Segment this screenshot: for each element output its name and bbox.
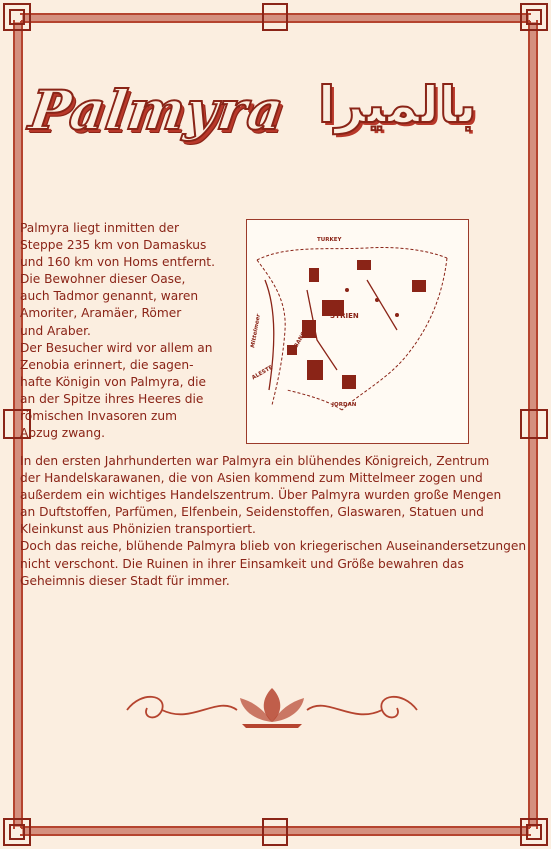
text-line: hafte Königin von Palmyra, die — [20, 374, 206, 389]
map-label-mittelmeer: Mittelmeer — [250, 313, 262, 349]
text-line: Doch das reiche, blühende Palmyra blieb von kriegerischen Auseinandersetzungen — [20, 539, 527, 554]
page-title-arabic: بالميرا — [318, 76, 477, 134]
map-label-aleste: ALESTE — [251, 364, 274, 382]
text-line: Amoriter, Aramäer, Römer — [20, 306, 182, 321]
text-line: Geheimnis dieser Stadt für immer. — [20, 573, 230, 588]
text-line: an Duftstoffen, Parfümen, Elfenbein, Seidenstoffen, Glaswaren, Statuen und — [20, 505, 484, 520]
text-line: der Handelskarawanen, die von Asien kommend zum Mittelmeer zogen und — [20, 471, 483, 486]
syria-map — [246, 219, 469, 444]
map-label-lebanon: LEBANON — [289, 326, 310, 356]
body-paragraph — [20, 453, 530, 590]
text-line: außerdem ein wichtiges Handelszentrum. Über Palmyra wurden große Mengen — [20, 488, 502, 503]
page-title: Palmyra — [25, 78, 289, 142]
text-line: römischen Invasoren zum — [20, 409, 177, 424]
text-line: Steppe 235 km von Damaskus — [20, 238, 207, 253]
text-line: und 160 km von Homs entfernt. — [20, 255, 215, 270]
text-line: Die Bewohner dieser Oase, — [20, 272, 186, 287]
text-line: an der Spitze ihres Heeres die — [20, 391, 204, 406]
lotus-ornament — [122, 680, 422, 730]
text-line: Abzug zwang. — [20, 426, 105, 441]
map-drawing — [247, 220, 468, 443]
text-line: auch Tadmor genannt, waren — [20, 289, 199, 304]
text-line: In den ersten Jahrhunderten war Palmyra ein blühendes Königreich, Zentrum — [20, 454, 490, 468]
map-label-jordan: JORDAN — [332, 402, 357, 408]
text-line: Palmyra liegt inmitten der — [20, 221, 180, 235]
text-line: Zenobia erinnert, die sagen- — [20, 357, 194, 372]
text-line: Der Besucher wird vor allem an — [20, 340, 213, 355]
map-label-turkey: TURKEY — [317, 237, 342, 243]
intro-paragraph — [20, 220, 242, 442]
text-line: und Araber. — [20, 323, 91, 338]
map-label-syrien: SYRIEN — [330, 312, 359, 320]
text-line: nicht verschont. Die Ruinen in ihrer Einsamkeit und Größe bewahren das — [20, 556, 464, 571]
text-line: Kleinkunst aus Phönizien transportiert. — [20, 522, 256, 537]
